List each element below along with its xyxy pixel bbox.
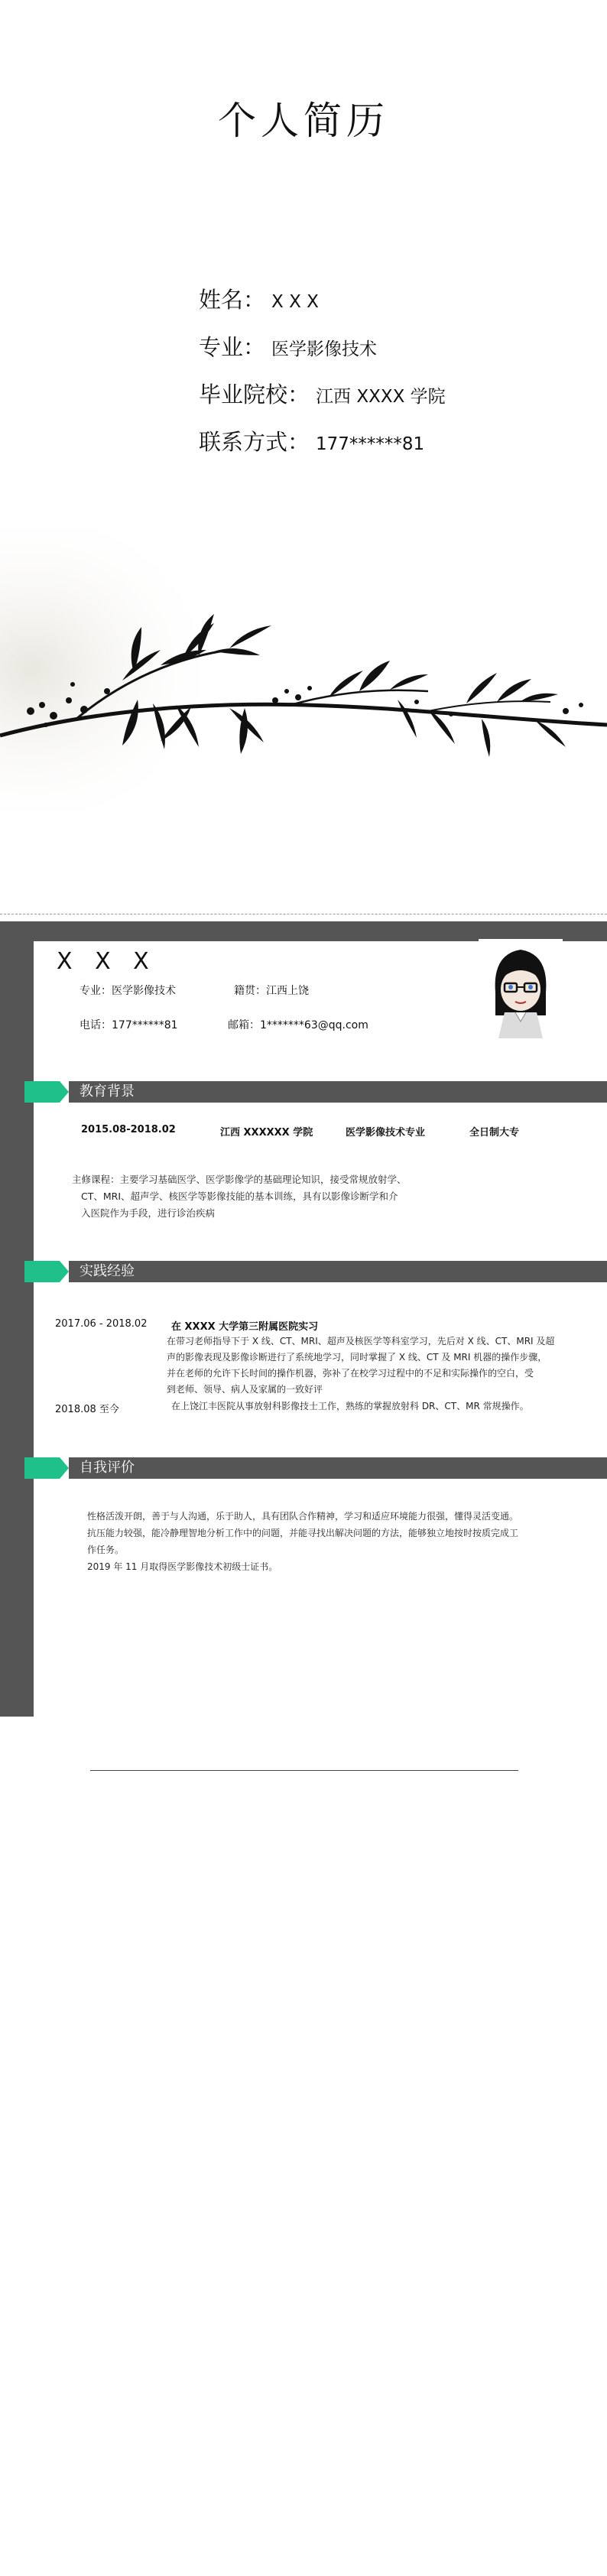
bamboo-branch-illustration (0, 528, 607, 810)
cover-school-label: 毕业院校： (199, 382, 310, 408)
avatar-photo (479, 939, 563, 1038)
education-major: 医学影像技术专业 (346, 1127, 426, 1139)
section-arrow-icon (24, 1261, 69, 1282)
practice-title: 实践经验 (80, 1263, 135, 1279)
education-courses (72, 1171, 531, 1222)
self-band (69, 1457, 607, 1479)
practice-desc-1-line3: 并在老师的允许下长时间的操作机器，弥补了在校学习过程中的不足和实际操作的空白，受 (167, 1368, 534, 1379)
section-arrow-icon (24, 1081, 69, 1103)
left-sidebar-bar (0, 921, 34, 1717)
practice-desc-1 (167, 1333, 605, 1398)
practice-org-1: 在 XXXX 大学第三附属医院实习 (171, 1321, 319, 1333)
cover-name-value: X X X (271, 292, 319, 312)
education-band (69, 1081, 607, 1103)
resume-email: 邮箱：1*******63@qq.com (228, 1019, 368, 1031)
cover-contact-row (199, 425, 424, 456)
self-line3: 作任务。 (87, 1545, 125, 1555)
education-title: 教育背景 (80, 1083, 135, 1100)
self-evaluation (87, 1508, 599, 1575)
resume-major: 专业：医学影像技术 (80, 985, 176, 997)
resume-hometown: 籍贯：江西上饶 (234, 985, 309, 997)
education-degree: 全日制大专 (469, 1127, 520, 1139)
education-courses-line2: CT、MRI、超声学、核医学等影像技能的基本训练，具有以影像诊断学和介 (81, 1191, 398, 1202)
bottom-rule (90, 1770, 518, 1771)
education-school: 江西 XXXXXX 学院 (220, 1127, 313, 1139)
practice-period-2: 2018.08 至今 (55, 1404, 119, 1415)
cover-major-row (199, 330, 377, 362)
cover-title: 个人简历 (218, 99, 389, 143)
cover-name-row (199, 283, 319, 314)
education-period: 2015.08-2018.02 (81, 1124, 176, 1135)
cover-contact-value: 177******81 (316, 434, 425, 454)
self-line4: 2019 年 11 月取得医学影像技术初级士证书。 (87, 1561, 278, 1572)
self-line2: 抗压能力较强，能冷静理智地分析工作中的问题，并能寻找出解决问题的方法，能够独立地按时按质完成工 (87, 1528, 519, 1538)
resume-phone: 电话：177******81 (80, 1019, 178, 1031)
cover-major-label: 专业： (199, 334, 266, 360)
practice-desc-1-line1: 在带习老师指导下于 X 线、CT、MRI、超声及核医学等科室学习，先后对 X 线、CT、MRI 及超 (167, 1336, 555, 1346)
cover-school-value: 江西 XXXX 学院 (316, 387, 446, 407)
education-courses-line3: 入医院作为手段，进行诊治疾病 (81, 1207, 216, 1219)
practice-desc-2: 在上饶江丰医院从事放射科影像技士工作，熟练的掌握放射科 DR、CT、MR 常规操作。 (171, 1401, 529, 1411)
cover-school-row (199, 378, 446, 409)
practice-desc-1-line2: 声的影像表现及影像诊断进行了系统地学习，同时掌握了 X 线、CT 及 MRI 机器的操作步骤， (167, 1352, 547, 1363)
section-arrow-icon (24, 1457, 69, 1479)
cover-name-label: 姓名： (199, 287, 266, 313)
practice-band (69, 1261, 607, 1282)
practice-desc-1-line4: 到老师、领导、病人及家属的一致好评 (167, 1384, 323, 1395)
education-courses-line1: 主修课程：主要学习基础医学、医学影像学的基础理论知识，接受常规放射学、 (72, 1174, 407, 1185)
resume-name: X X X (57, 948, 157, 975)
cover-contact-label: 联系方式： (199, 429, 310, 455)
practice-period-1: 2017.06 - 2018.02 (55, 1318, 148, 1330)
self-line1: 性格活泼开朗，善于与人沟通，乐于助人，具有团队合作精神，学习和适应环境能力很强，懂得灵活变通。 (87, 1511, 519, 1522)
self-title: 自我评价 (80, 1460, 135, 1476)
cover-major-value: 医学影像技术 (271, 339, 378, 359)
